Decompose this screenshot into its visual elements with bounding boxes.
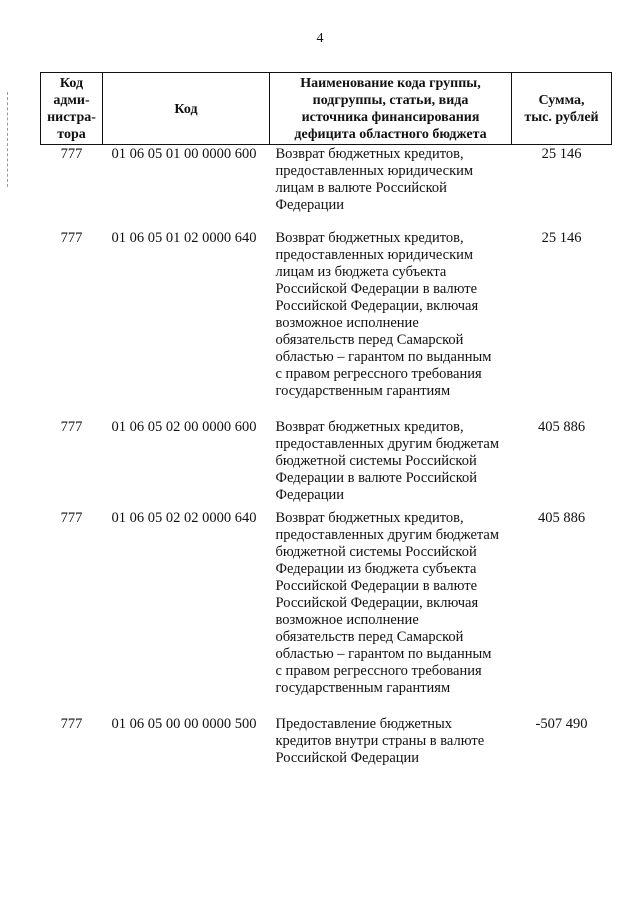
code-cell: 01 06 05 01 02 0000 640 [111,230,257,246]
sum-cell: 405 886 [537,419,586,435]
margin-scan-mark [7,92,9,187]
admin-code-cell: 777 [60,146,83,162]
sum-cell: 25 146 [541,230,582,246]
name-cell: Возврат бюджетных кредитов, предоставленных юридическим лицам в валюте Российской Федерации [275,146,474,213]
name-cell: Возврат бюджетных кредитов, предоставленных другим бюджетам бюджетной системы Российской Федерации в валюте Российской Федерации [275,419,500,503]
header-name: Наименование кода группы, подгруппы, статьи, вида источника финансирования дефицита областного бюджета [270,73,512,145]
code-cell: 01 06 05 00 00 0000 500 [111,716,257,732]
table-row [41,506,612,715]
admin-code-cell: 777 [60,510,83,526]
table-row [41,418,612,506]
code-cell: 01 06 05 02 00 0000 600 [111,419,257,435]
name-cell: Возврат бюджетных кредитов, предоставленных юридическим лицам из бюджета субъекта Российской Федерации в валюте Российской Федерации, включая возможное исполнение обязательств перед Самарской областью – гарантом по выданным с правом регрессного требования государственным гарантиям [275,230,492,399]
budget-sources-table [40,72,612,785]
code-cell: 01 06 05 01 00 0000 600 [111,146,257,162]
table-row [41,145,612,217]
header-code: Код [103,73,270,145]
table-row [41,715,612,785]
header-admin-code: Код адми- нистра- тора [41,73,103,145]
admin-code-cell: 777 [60,419,83,435]
table-header-row [41,73,612,145]
sum-cell: 25 146 [541,146,582,162]
table-row [41,216,612,418]
page-number: 4 [316,31,324,46]
sum-cell: 405 886 [537,510,586,526]
admin-code-cell: 777 [60,716,83,732]
code-cell: 01 06 05 02 02 0000 640 [111,510,257,526]
header-sum: Сумма, тыс. рублей [512,73,612,145]
name-cell: Возврат бюджетных кредитов, предоставленных другим бюджетам бюджетной системы Российской Федерации из бюджета субъекта Российской Федерации в валюте Российской Федерации, включая возможное исполнение обязательств перед Самарской областью – гарантом по выданным с правом регрессного требования государственным гарантиям [275,510,500,696]
name-cell: Предоставление бюджетных кредитов внутри страны в валюте Российской Федерации [275,716,485,766]
admin-code-cell: 777 [60,230,83,246]
sum-cell: -507 490 [535,716,588,732]
